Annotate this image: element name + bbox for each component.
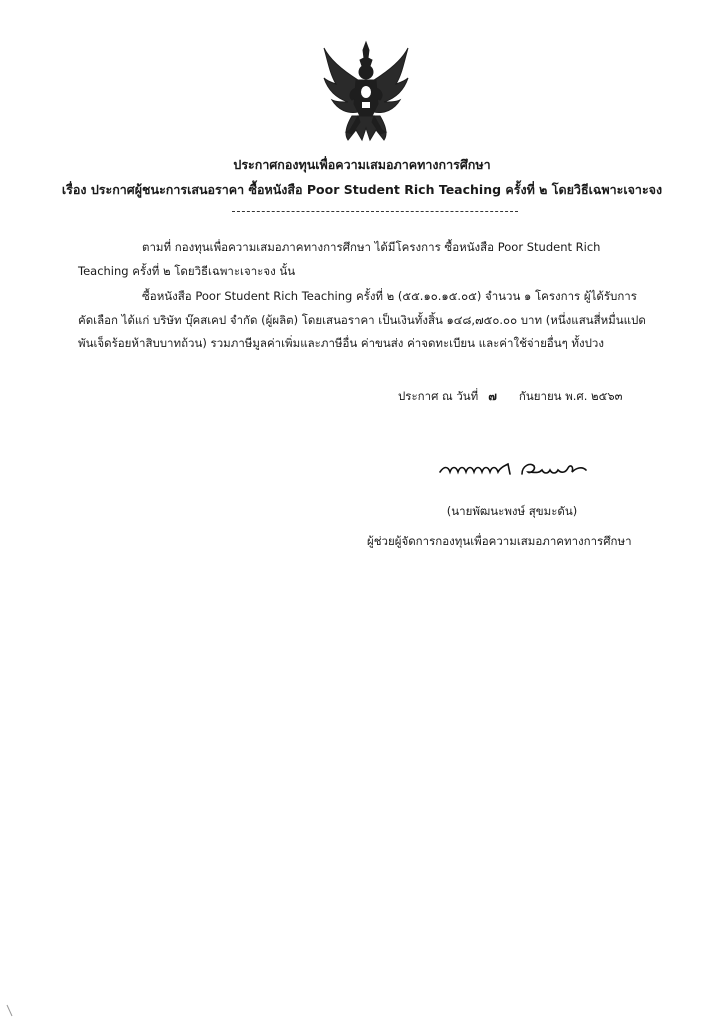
- body-paragraph-2: ซื้อหนังสือ Poor Student Rich Teaching ครั้งที่ ๒ (๕๕.๑๐.๑๕.๐๕) จำนวน ๑ โครงการ ผู้ได้รับการคัดเลือก ได้แก่ บริษัท บุ๊คสเคป จำกัด (ผู้ผลิต) โดยเสนอราคา เป็นเงินทั้งสิ้น ๑๔๘,๗๕๐.๐๐ บาท (หนึ่งแสนสี่หมื่นแปดพันเจ็ดร้อยห้าสิบบาทถ้วน) รวมภาษีมูลค่าเพิ่มและภาษีอื่น ค่าขนส่ง ค่าจดทะเบียน และค่าใช้จ่ายอื่นๆ ทั้งปวง: [78, 289, 646, 350]
- document-title: ประกาศกองทุนเพื่อความเสมอภาคทางการศึกษา: [233, 157, 491, 172]
- divider: [232, 211, 518, 212]
- signatory-position: ผู้ช่วยผู้จัดการกองทุนเพื่อความเสมอภาคทางการศึกษา: [367, 534, 632, 548]
- date-day: ๗: [488, 389, 497, 403]
- date-month-year: กันยายน พ.ศ. ๒๕๖๓: [518, 389, 623, 403]
- body-paragraph-1: ตามที่ กองทุนเพื่อความเสมอภาคทางการศึกษา ได้มีโครงการ ซื้อหนังสือ Poor Student Rich Teaching ครั้งที่ ๒ โดยวิธีเฉพาะเจาะจง นั้น: [78, 240, 601, 278]
- signatory-name: [0, 503, 724, 521]
- announcement-date: [398, 388, 633, 406]
- scan-mark: [6, 1004, 14, 1018]
- document-subject: เรื่อง ประกาศผู้ชนะการเสนอราคา ซื้อหนังสือ Poor Student Rich Teaching ครั้งที่ ๒ โดยวิธีเฉพาะเจาะจง: [61, 182, 663, 197]
- signatory-name-text: (นายพัฒนะพงษ์ สุขมะดัน): [446, 504, 578, 518]
- handwritten-signature: [438, 452, 598, 482]
- date-prefix: ประกาศ ณ วันที่: [398, 389, 479, 403]
- garuda-emblem-icon: [322, 40, 410, 146]
